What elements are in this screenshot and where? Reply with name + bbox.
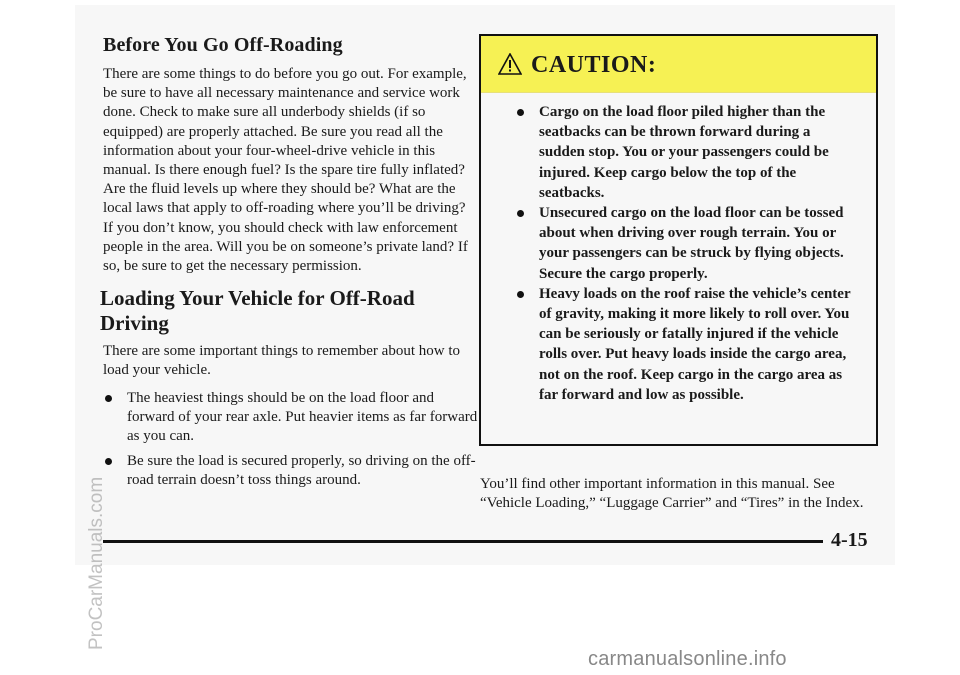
bullet-text: Be sure the load is secured properly, so driving on the off-road terrain doesn’t toss things around.	[127, 453, 476, 489]
bullet-icon	[517, 109, 524, 116]
footer-rule	[103, 540, 823, 543]
watermark-text: ProCarManuals.com	[86, 476, 107, 650]
loading-paragraph: There are some important things to remember about how to load your vehicle.	[103, 343, 460, 379]
loading-bullet-list	[103, 389, 478, 491]
page-number: 4-15	[831, 529, 868, 551]
section-heading-before-off-roading: Before You Go Off-Roading	[103, 34, 343, 56]
bullet-text: The heaviest things should be on the load floor and forward of your rear axle. Put heavier items as far forward as you can.	[127, 389, 478, 445]
list-item	[103, 389, 478, 447]
caution-bullet-text: Unsecured cargo on the load floor can be tossed about when driving over rough terrain. You or your passengers can be struck by flying objects. Secure the cargo properly.	[539, 205, 844, 282]
caution-bullet-list	[515, 102, 855, 405]
warning-triangle-icon	[498, 53, 522, 75]
list-item	[515, 203, 855, 284]
caution-bullet-text: Cargo on the load floor piled higher than the seatbacks can be thrown forward during a sudden stop. You or your passengers could be injured. Keep cargo below the top of the seatbacks.	[539, 104, 829, 201]
caution-header	[481, 36, 876, 93]
list-item	[103, 452, 478, 490]
vertical-watermark	[80, 195, 110, 655]
caution-box	[479, 34, 878, 446]
intro-paragraph: There are some things to do before you go out. For example, be sure to have all necessary maintenance and service work done. Check to make sure all underbody shields (if so equipped) are properly attached. Be sure you read all the information about your four-wheel-drive vehicle in this manual. Is there enough fuel? Is the spare tire fully inflated? Are the fluid levels up where they should be? What are the local laws that apply to off-roading where you’ll be driving? If you don’t know, you should check with law enforcement people in the area. Will you be on someone’s private land? If so, be sure to get the necessary permission.	[103, 66, 468, 275]
left-column	[100, 34, 478, 497]
bullet-icon	[517, 210, 524, 217]
footer-site-watermark: carmanualsonline.info	[588, 648, 787, 670]
bullet-icon	[517, 291, 524, 298]
list-item	[515, 102, 855, 203]
caution-bullet-text: Heavy loads on the roof raise the vehicle’s center of gravity, making it more likely to roll over. You can be seriously or fatally injured if the vehicle rolls over. Put heavy loads inside the cargo area, not on the roof. Keep cargo in the cargo area as far forward and low as possible.	[539, 285, 851, 403]
list-item	[515, 284, 855, 405]
section-heading-loading-vehicle: Loading Your Vehicle for Off-Road Driving	[100, 286, 415, 336]
caution-title: CAUTION:	[531, 52, 657, 78]
reference-paragraph: You’ll find other important information in this manual. See “Vehicle Loading,” “Luggage Carrier” and “Tires” in the Index.	[480, 476, 864, 511]
